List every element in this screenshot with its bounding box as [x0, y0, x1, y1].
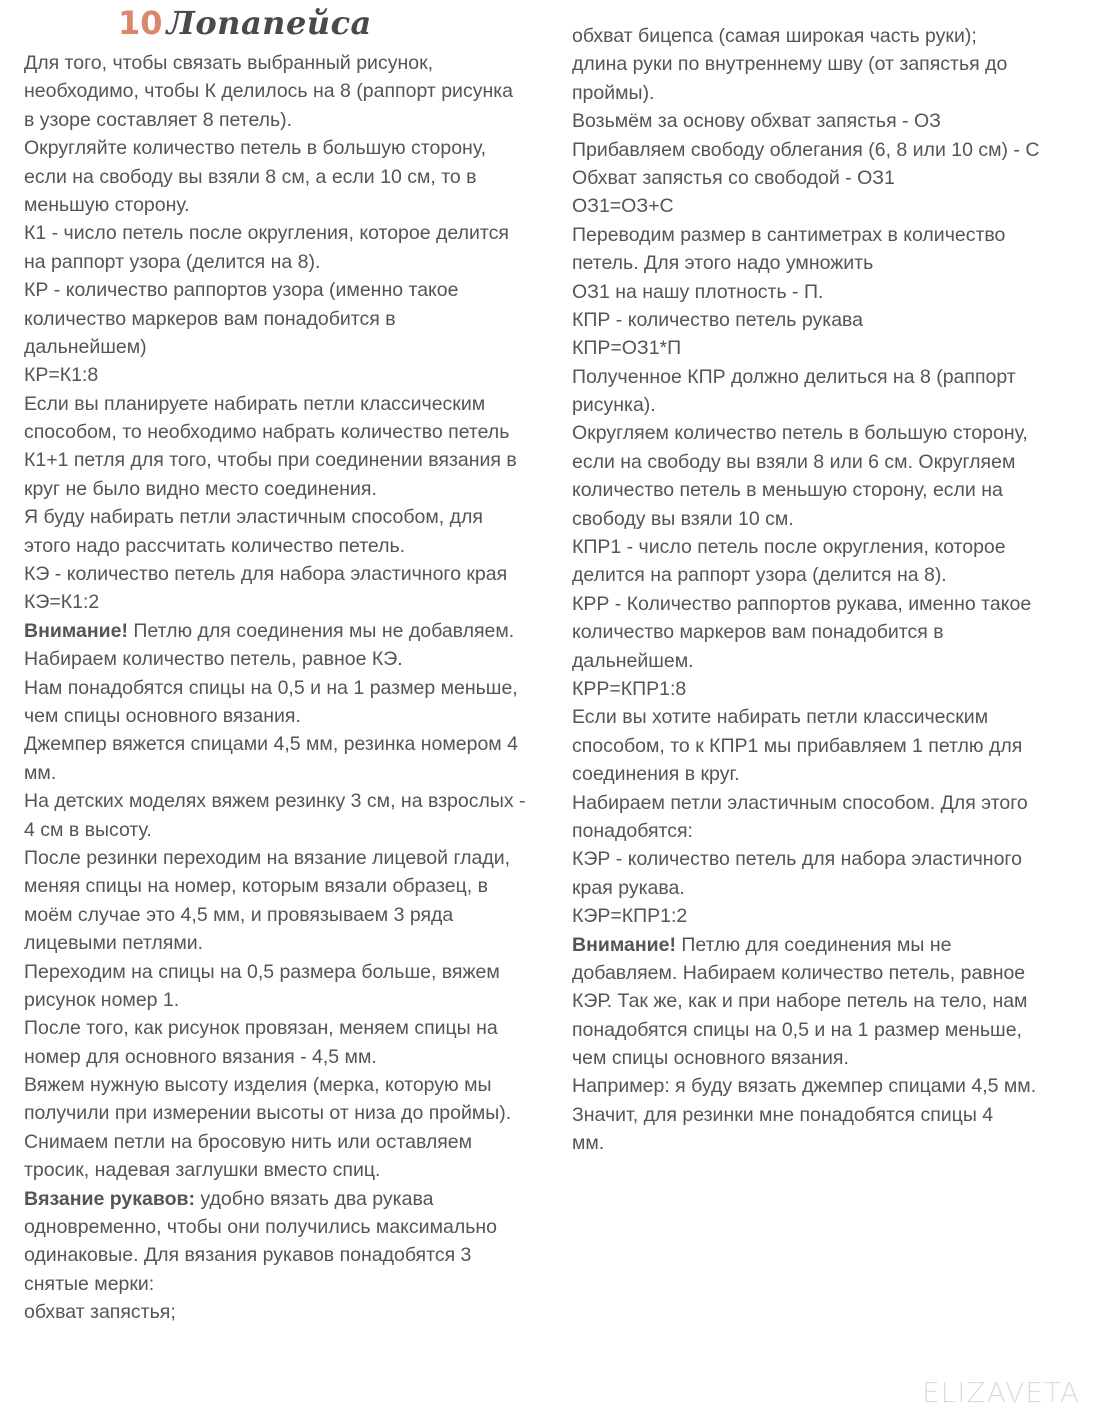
text-line — [24, 276, 549, 304]
text-line — [572, 647, 1072, 675]
text-line — [572, 334, 1072, 362]
line-text: понадобятся: — [572, 819, 693, 842]
text-line — [572, 221, 1072, 249]
text-line — [572, 1072, 1072, 1100]
bold-lead: Вязание рукавов: — [24, 1187, 195, 1210]
line-text: Джемпер вяжется спицами 4,5 мм, резинка номером 4 — [24, 733, 518, 756]
text-line — [24, 986, 549, 1014]
text-line — [24, 759, 549, 787]
text-line — [572, 192, 1072, 220]
text-line — [24, 816, 549, 844]
line-text: соединения в круг. — [572, 763, 740, 786]
line-text: на раппорт узора (делится на 8). — [24, 250, 321, 273]
line-text: меняя спицы на номер, которым вязали образец, в — [24, 875, 488, 898]
text-line — [572, 306, 1072, 334]
line-text: 4 см в высоту. — [24, 818, 152, 841]
text-line — [24, 134, 549, 162]
line-text: К1+1 петля для того, чтобы при соединении вязания в — [24, 449, 517, 472]
text-line — [24, 106, 549, 134]
line-text: ОЗ1=ОЗ+С — [572, 195, 674, 218]
line-text: Петлю для соединения мы не — [675, 933, 952, 956]
text-line — [24, 872, 549, 900]
text-line — [24, 77, 549, 105]
text-line — [24, 361, 549, 389]
text-line — [24, 475, 549, 503]
line-text: снятые мерки: — [24, 1272, 155, 1295]
line-text: понадобятся спицы на 0,5 и на 1 размер меньше, — [572, 1018, 1022, 1041]
line-text: номер для основного вязания - 4,5 мм. — [24, 1045, 377, 1068]
line-text: КР=К1:8 — [24, 364, 99, 387]
text-line — [572, 618, 1072, 646]
text-line — [572, 590, 1072, 618]
text-line — [572, 22, 1072, 50]
line-text: дальнейшем. — [572, 649, 694, 672]
line-text: способом, то к КПР1 мы прибавляем 1 петлю для — [572, 734, 1023, 757]
text-line — [24, 787, 549, 815]
text-line — [572, 1129, 1072, 1157]
text-line — [572, 136, 1072, 164]
line-text: мм. — [24, 761, 57, 784]
line-text: Набираем петли эластичным способом. Для этого — [572, 791, 1028, 814]
line-text: Я буду набирать петли эластичным способом, для — [24, 506, 483, 529]
bold-lead: Внимание! — [572, 933, 676, 956]
line-text: Вяжем нужную высоту изделия (мерка, которую мы — [24, 1074, 492, 1097]
line-text: Округляем количество петель в большую сторону, — [572, 422, 1028, 445]
line-text: этого надо рассчитать количество петель. — [24, 534, 406, 557]
text-line — [572, 533, 1072, 561]
text-line — [24, 560, 549, 588]
text-line — [572, 902, 1072, 930]
text-line — [24, 1156, 549, 1184]
text-line — [24, 418, 549, 446]
line-text: КР - количество раппортов узора (именно такое — [24, 279, 459, 302]
line-text: количество маркеров вам понадобится в — [24, 307, 396, 330]
right-text-column — [572, 22, 1072, 1158]
line-text: обхват бицепса (самая широкая часть руки); — [572, 25, 977, 47]
text-line — [572, 874, 1072, 902]
line-text: удобно вязать два рукава — [195, 1187, 434, 1210]
text-line — [572, 1016, 1072, 1044]
line-text: Нам понадобятся спицы на 0,5 и на 1 размер меньше, — [24, 676, 518, 699]
text-line — [572, 789, 1072, 817]
text-line — [24, 163, 549, 191]
text-line — [24, 929, 549, 957]
line-text: одинаковые. Для вязания рукавов понадобятся 3 — [24, 1244, 472, 1267]
line-text: Например: я буду вязать джемпер спицами 4,5 мм. — [572, 1075, 1037, 1098]
text-line — [24, 617, 549, 645]
line-text: ОЗ1 на нашу плотность - П. — [572, 280, 824, 303]
line-text: Прибавляем свободу облегания (6, 8 или 10 см) - С — [572, 138, 1040, 161]
text-line — [572, 959, 1072, 987]
line-text: чем спицы основного вязания. — [24, 704, 301, 727]
page-title: Лопапейса — [166, 4, 372, 42]
text-line — [24, 1014, 549, 1042]
line-text: КЭР. Так же, как и при наборе петель на тело, нам — [572, 990, 1028, 1013]
text-line — [24, 1099, 549, 1127]
text-line — [572, 505, 1072, 533]
text-line — [24, 390, 549, 418]
line-text: КЭ=К1:2 — [24, 591, 100, 614]
watermark: ELIZAVETA — [921, 1376, 1080, 1409]
line-text: количество петель в меньшую сторону, если на — [572, 479, 1003, 502]
page-number: 10 — [118, 4, 163, 42]
line-text: если на свободу вы взяли 8 или 6 см. Округляем — [572, 450, 1016, 473]
line-text: мм. — [572, 1132, 605, 1155]
line-text: меньшую сторону. — [24, 193, 190, 216]
text-line — [24, 305, 549, 333]
text-line — [24, 1043, 549, 1071]
line-text: После резинки переходим на вязание лицевой глади, — [24, 846, 511, 869]
line-text: КРР - Количество раппортов рукава, именно такое — [572, 592, 1032, 615]
line-text: чем спицы основного вязания. — [572, 1047, 849, 1070]
line-text: Переходим на спицы на 0,5 размера больше, вяжем — [24, 960, 500, 983]
line-text: КПР1 - число петель после округления, которое — [572, 536, 1006, 559]
line-text: Возьмём за основу обхват запястья - ОЗ — [572, 110, 941, 133]
line-text: Для того, чтобы связать выбранный рисунок, — [24, 52, 434, 74]
line-text: петель. Для этого надо умножить — [572, 252, 874, 275]
line-text: Обхват запястья со свободой - ОЗ1 — [572, 166, 895, 189]
text-line — [572, 675, 1072, 703]
text-line — [572, 987, 1072, 1015]
line-text: рисунка). — [572, 394, 656, 417]
line-text: КПР - количество петель рукава — [572, 308, 864, 331]
text-line — [572, 363, 1072, 391]
text-line — [24, 219, 549, 247]
text-line — [24, 674, 549, 702]
line-text: края рукава. — [572, 876, 685, 899]
text-line — [24, 191, 549, 219]
text-line — [572, 931, 1072, 959]
line-text: получили при измерении высоты от низа до проймы). — [24, 1102, 512, 1125]
text-line — [24, 1185, 549, 1213]
text-line — [24, 958, 549, 986]
text-line — [24, 588, 549, 616]
line-text: Переводим размер в сантиметрах в количество — [572, 223, 1006, 246]
line-text: если на свободу вы взяли 8 см, а если 10 см, то в — [24, 165, 477, 188]
text-line — [24, 1213, 549, 1241]
text-line — [572, 732, 1072, 760]
page-header — [118, 4, 372, 54]
line-text: После того, как рисунок провязан, меняем спицы на — [24, 1017, 498, 1040]
line-text: тросик, надевая заглушки вместо спиц. — [24, 1159, 381, 1182]
text-line — [572, 448, 1072, 476]
line-text: КРР=КПР1:8 — [572, 677, 687, 700]
line-text: КПР=ОЗ1*П — [572, 337, 682, 360]
text-line — [572, 419, 1072, 447]
line-text: Если вы планируете набирать петли классическим — [24, 392, 486, 415]
text-line — [24, 645, 549, 673]
text-line — [572, 50, 1072, 78]
line-text: делится на раппорт узора (делится на 8). — [572, 564, 947, 587]
text-line — [24, 901, 549, 929]
line-text: количество маркеров вам понадобится в — [572, 621, 944, 644]
text-line — [572, 107, 1072, 135]
line-text: Набираем количество петель, равное КЭ. — [24, 648, 403, 671]
text-line — [24, 1298, 549, 1326]
line-text: длина руки по внутреннему шву (от запястья до — [572, 53, 1008, 76]
line-text: рисунок номер 1. — [24, 988, 180, 1011]
text-line — [572, 760, 1072, 788]
text-line — [24, 730, 549, 758]
line-text: КЭР=КПР1:2 — [572, 905, 688, 928]
text-line — [572, 1044, 1072, 1072]
text-line — [572, 164, 1072, 192]
line-text: моём случае это 4,5 мм, и провязываем 3 ряда — [24, 903, 454, 926]
line-text: добавляем. Набираем количество петель, равное — [572, 961, 1026, 984]
text-line — [24, 503, 549, 531]
line-text: КЭР - количество петель для набора эластичного — [572, 848, 1022, 871]
bold-lead: Внимание! — [24, 619, 128, 642]
line-text: одновременно, чтобы они получились максимально — [24, 1216, 497, 1239]
text-line — [24, 1128, 549, 1156]
text-line — [572, 391, 1072, 419]
line-text: в узоре составляет 8 петель). — [24, 108, 293, 131]
text-line — [24, 49, 549, 77]
text-line — [24, 446, 549, 474]
text-line — [572, 561, 1072, 589]
text-line — [24, 702, 549, 730]
text-line — [24, 1270, 549, 1298]
line-text: дальнейшем) — [24, 335, 147, 358]
text-line — [572, 703, 1072, 731]
text-line — [24, 1071, 549, 1099]
text-line — [24, 844, 549, 872]
line-text: На детских моделях вяжем резинку 3 см, на взрослых - — [24, 790, 526, 813]
line-text: Полученное КПР должно делиться на 8 (раппорт — [572, 365, 1016, 388]
line-text: обхват запястья; — [24, 1301, 176, 1324]
line-text: Если вы хотите набирать петли классическим — [572, 706, 989, 729]
line-text: Округляйте количество петель в большую сторону, — [24, 137, 487, 160]
text-line — [24, 532, 549, 560]
text-line — [24, 248, 549, 276]
text-line — [572, 79, 1072, 107]
line-text: свободу вы взяли 10 см. — [572, 507, 794, 530]
line-text: Петлю для соединения мы не добавляем. — [127, 619, 515, 642]
line-text: круг не было видно место соединения. — [24, 477, 377, 500]
text-line — [572, 817, 1072, 845]
line-text: необходимо, чтобы К делилось на 8 (раппорт рисунка — [24, 80, 514, 103]
line-text: проймы). — [572, 81, 655, 104]
line-text: лицевыми петлями. — [24, 932, 204, 955]
line-text: К1 - число петель после округления, которое делится — [24, 222, 509, 245]
text-line — [572, 249, 1072, 277]
line-text: КЭ - количество петель для набора эластичного края — [24, 563, 508, 586]
line-text: Значит, для резинки мне понадобятся спицы 4 — [572, 1103, 994, 1126]
line-text: Снимаем петли на бросовую нить или оставляем — [24, 1130, 473, 1153]
text-line — [572, 278, 1072, 306]
text-line — [24, 333, 549, 361]
text-line — [572, 845, 1072, 873]
text-line — [572, 1101, 1072, 1129]
text-line — [24, 1241, 549, 1269]
left-text-column — [24, 49, 549, 1327]
text-line — [572, 476, 1072, 504]
line-text: способом, то необходимо набрать количество петель — [24, 421, 510, 444]
